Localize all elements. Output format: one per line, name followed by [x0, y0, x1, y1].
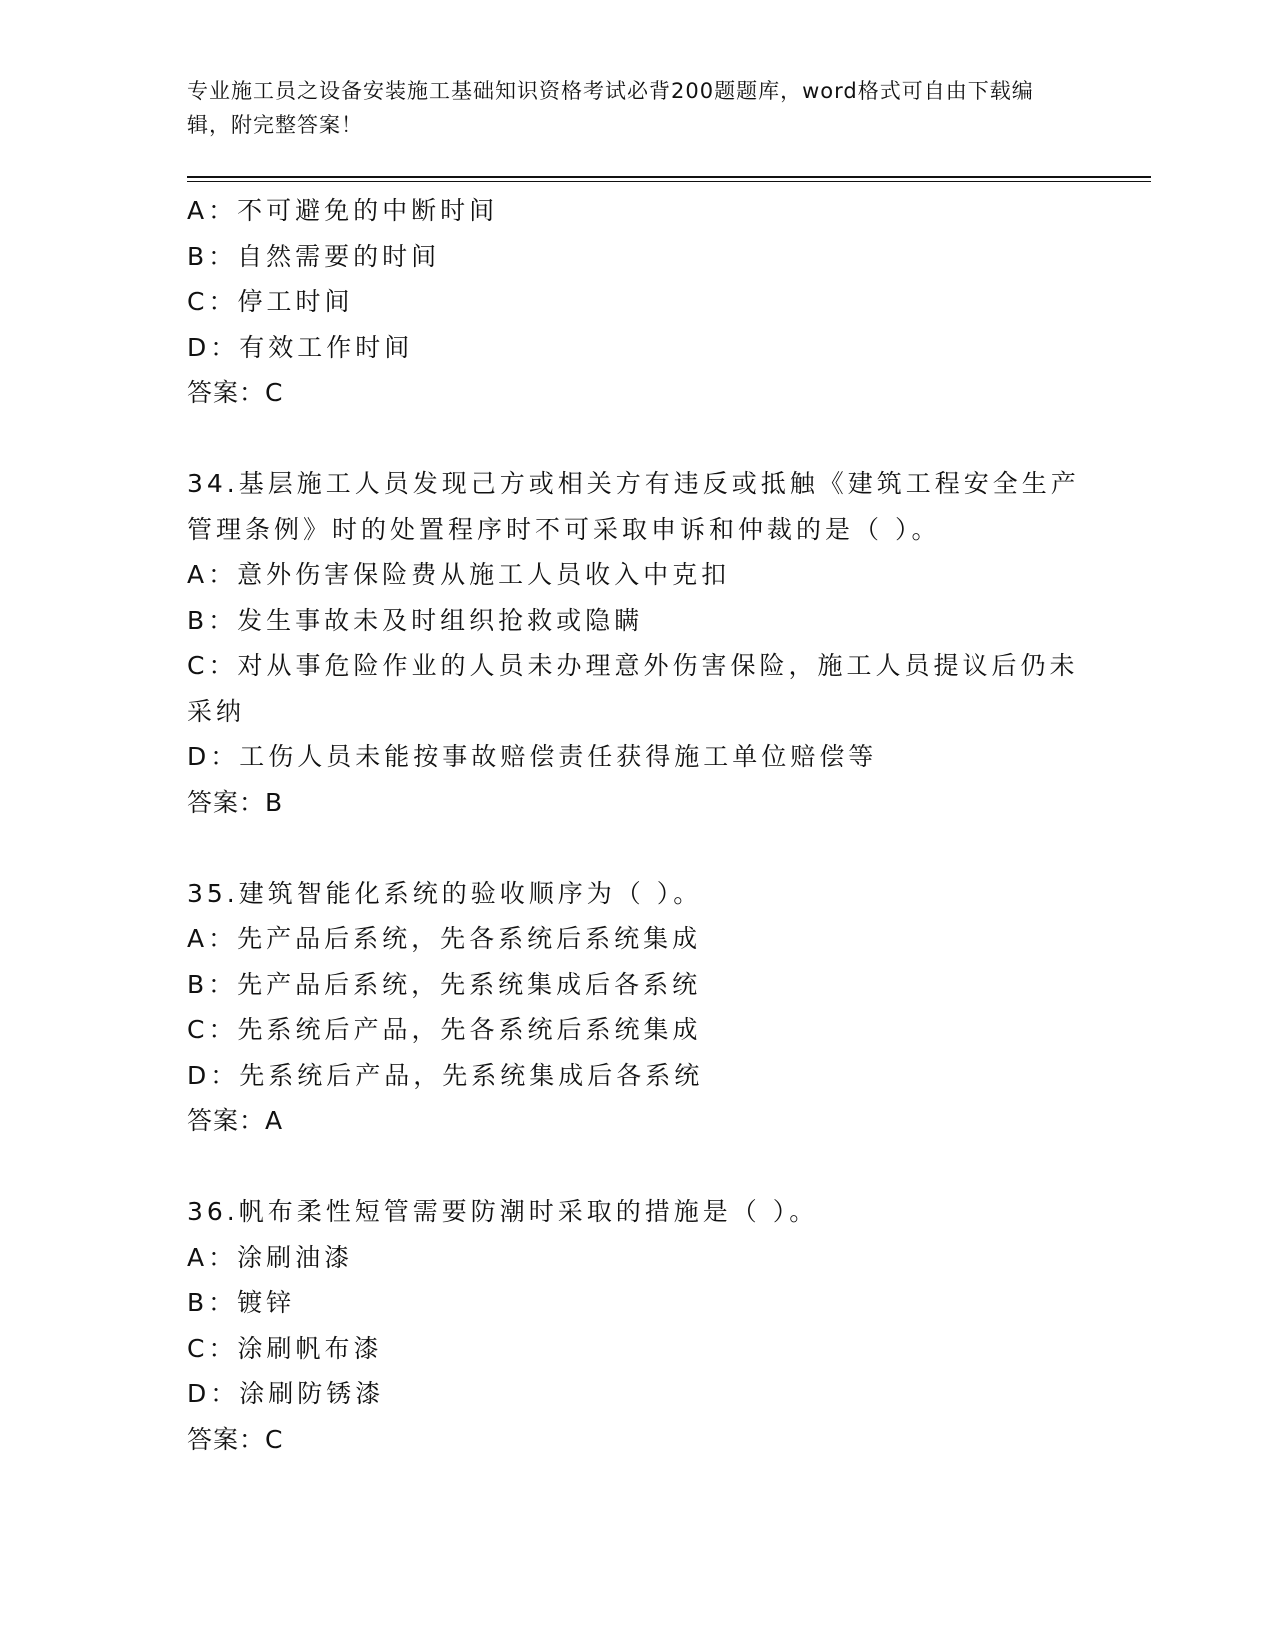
header-rule-thin — [187, 181, 1151, 182]
answer: 答案：C — [187, 378, 284, 407]
spacer — [187, 1144, 1087, 1190]
answer: 答案：C — [187, 1424, 284, 1454]
question-35 — [187, 871, 1087, 1144]
option-c: C：涂刷帆布漆 — [187, 1333, 383, 1363]
answer: 答案：B — [187, 787, 284, 817]
question-36 — [187, 1189, 1087, 1462]
option-b: B：发生事故未及时组织抢救或隐瞒 — [187, 605, 644, 635]
option-c-line-1: C：对从事危险作业的人员未办理意外伤害保险，施工人员提议后仍未 — [187, 651, 1079, 680]
option-d: D：先系统后产品，先系统集成后各系统 — [187, 1060, 704, 1090]
question-stem-line-2: 管理条例》时的处置程序时不可采取申诉和仲裁的是（ ）。 — [187, 514, 941, 544]
header-title: 专业施工员之设备安装施工基础知识资格考试必背200题题库，word格式可自由下载编辑，附完整答案！ — [187, 79, 1034, 137]
spacer — [187, 825, 1087, 871]
question-stem-line-1: 34.基层施工人员发现己方或相关方有违反或抵触《建筑工程安全生产 — [187, 469, 1080, 498]
answer: 答案：A — [187, 1106, 284, 1135]
question-stem: 35.建筑智能化系统的验收顺序为（ ）。 — [187, 878, 703, 908]
option-c: C：先系统后产品，先各系统后系统集成 — [187, 1015, 702, 1044]
option-a: A：先产品后系统，先各系统后系统集成 — [187, 924, 702, 953]
option-d: D：有效工作时间 — [187, 332, 414, 362]
question-stem: 36.帆布柔性短管需要防潮时采取的措施是（ ）。 — [187, 1197, 819, 1226]
option-c: C：停工时间 — [187, 287, 354, 316]
spacer — [187, 416, 1087, 462]
option-b: B：自然需要的时间 — [187, 241, 441, 271]
option-a: A：涂刷油漆 — [187, 1242, 354, 1272]
document-header — [187, 74, 1067, 142]
question-34 — [187, 461, 1087, 825]
option-b: B：镀锌 — [187, 1288, 296, 1317]
question-33-fragment — [187, 188, 1087, 416]
question-list — [187, 188, 1087, 1462]
option-a: A：意外伤害保险费从施工人员收入中克扣 — [187, 560, 731, 589]
option-c-line-2: 采纳 — [187, 696, 246, 726]
option-d: D：涂刷防锈漆 — [187, 1379, 385, 1408]
option-b: B：先产品后系统，先系统集成后各系统 — [187, 969, 702, 999]
header-rule-thick — [187, 176, 1151, 178]
option-a: A：不可避免的中断时间 — [187, 196, 499, 225]
option-d: D：工伤人员未能按事故赔偿责任获得施工单位赔偿等 — [187, 742, 878, 771]
